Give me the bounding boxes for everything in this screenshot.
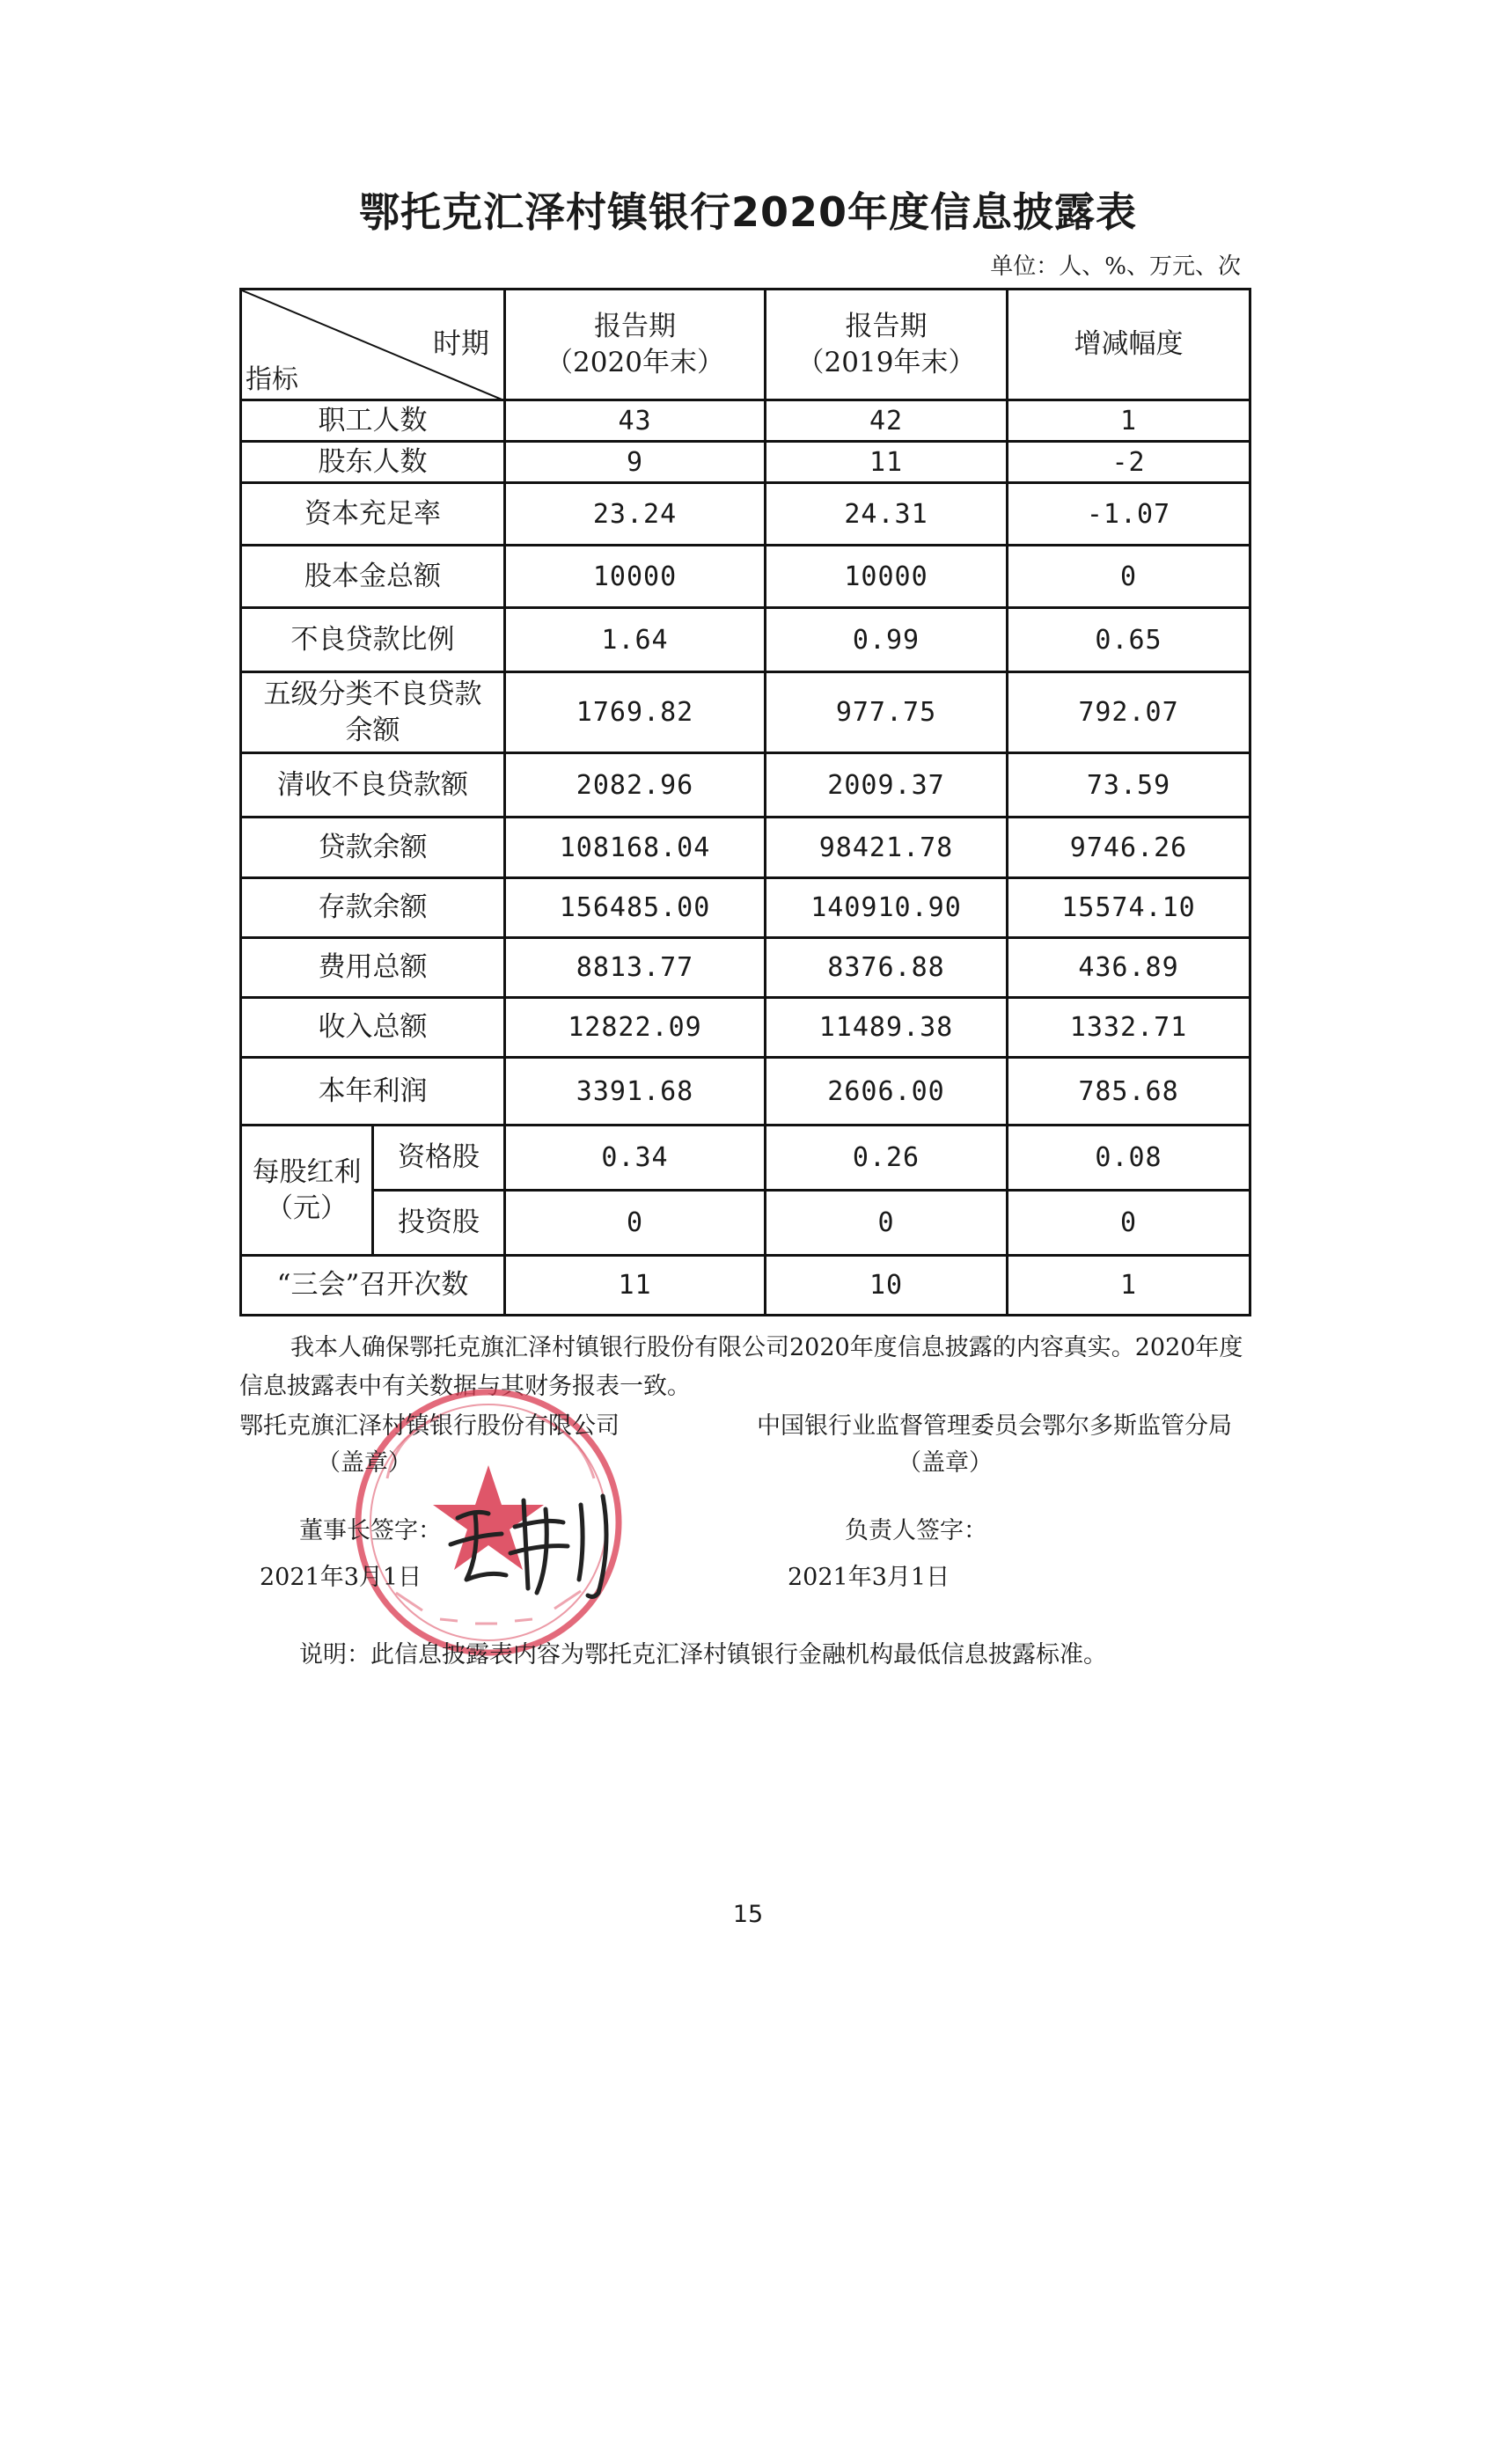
table-row-dividend-qualification: [241, 1126, 1250, 1191]
value-change: 15574.10: [1008, 878, 1250, 938]
value-change: 785.68: [1008, 1058, 1250, 1126]
corner-indicator-label: 指标: [246, 364, 298, 395]
row-label: 清收不良贷款额: [241, 753, 505, 818]
value-change: 1332.71: [1008, 998, 1250, 1058]
disclosure-table: [239, 288, 1251, 1316]
table-row-meetings: [241, 1256, 1250, 1316]
value-2020: 3391.68: [505, 1058, 766, 1126]
column-header-2019: 报告期 （2019年末）: [766, 290, 1008, 400]
column-header-change: 增减幅度: [1008, 290, 1250, 400]
row-label: “三会”召开次数: [241, 1256, 505, 1316]
responsible-sign-label: 负责人签字：: [845, 1517, 987, 1544]
value-2020: 12822.09: [505, 998, 766, 1058]
row-label: 股本金总额: [241, 546, 505, 608]
value-change: 792.07: [1008, 672, 1250, 753]
sub-row-label: 资格股: [373, 1126, 505, 1191]
value-2020: 23.24: [505, 483, 766, 546]
value-2020: 9: [505, 442, 766, 483]
value-2019: 2606.00: [766, 1058, 1008, 1126]
document-title: 鄂托克汇泽村镇银行2020年度信息披露表: [358, 188, 1138, 236]
value-2019: 11: [766, 442, 1008, 483]
explanatory-note: 说明：此信息披露表内容为鄂托克汇泽村镇银行金融机构最低信息披露标准。: [299, 1641, 1107, 1668]
value-change: 1: [1008, 1256, 1250, 1316]
value-2020: 8813.77: [505, 938, 766, 998]
value-2019: 8376.88: [766, 938, 1008, 998]
row-label: 不良贷款比例: [241, 608, 505, 672]
issuer-seal-note: （盖章）: [317, 1449, 412, 1477]
value-2019: 0.26: [766, 1126, 1008, 1191]
value-2019: 0.99: [766, 608, 1008, 672]
table-row: [241, 938, 1250, 998]
row-label: 五级分类不良贷款 余额: [241, 672, 505, 753]
value-2020: 156485.00: [505, 878, 766, 938]
table-row: [241, 400, 1250, 442]
row-label: 本年利润: [241, 1058, 505, 1126]
value-2020: 0.34: [505, 1126, 766, 1191]
value-2019: 42: [766, 400, 1008, 442]
row-label: 费用总额: [241, 938, 505, 998]
value-2020: 108168.04: [505, 818, 766, 878]
value-2020: 1769.82: [505, 672, 766, 753]
row-label: 股东人数: [241, 442, 505, 483]
value-2019: 10000: [766, 546, 1008, 608]
value-change: 0.65: [1008, 608, 1250, 672]
unit-note: 单位：人、%、万元、次: [990, 253, 1241, 280]
authenticity-statement: 我本人确保鄂托克旗汇泽村镇银行股份有限公司2020年度信息披露的内容真实。2020年度信息披露表中有关数据与其财务报表一致。: [239, 1334, 1243, 1400]
table-row-dividend-investment: [241, 1191, 1250, 1256]
value-2019: 98421.78: [766, 818, 1008, 878]
value-2019: 10: [766, 1256, 1008, 1316]
row-label: 存款余额: [241, 878, 505, 938]
sub-row-label: 投资股: [373, 1191, 505, 1256]
row-label: 收入总额: [241, 998, 505, 1058]
value-change: -1.07: [1008, 483, 1250, 546]
value-2020: 1.64: [505, 608, 766, 672]
value-change: 0: [1008, 546, 1250, 608]
row-label: 职工人数: [241, 400, 505, 442]
value-2020: 10000: [505, 546, 766, 608]
value-change: 9746.26: [1008, 818, 1250, 878]
value-change: 73.59: [1008, 753, 1250, 818]
row-label: 资本充足率: [241, 483, 505, 546]
table-row: [241, 483, 1250, 546]
regulator-name: 中国银行业监督管理委员会鄂尔多斯监管分局: [757, 1412, 1232, 1440]
chairman-signature: [440, 1483, 634, 1610]
regulator-sign-date: 2021年3月1日: [788, 1564, 950, 1591]
table-row: [241, 878, 1250, 938]
issuer-sign-date: 2021年3月1日: [260, 1564, 422, 1591]
value-2020: 43: [505, 400, 766, 442]
table-row: [241, 546, 1250, 608]
value-change: 1: [1008, 400, 1250, 442]
page-number: 15: [732, 1901, 764, 1928]
table-row: [241, 672, 1250, 753]
row-label: 贷款余额: [241, 818, 505, 878]
column-header-2020: 报告期 （2020年末）: [505, 290, 766, 400]
value-change: 436.89: [1008, 938, 1250, 998]
table-row: [241, 753, 1250, 818]
value-2020: 2082.96: [505, 753, 766, 818]
table-row: [241, 442, 1250, 483]
corner-header-cell: [241, 290, 505, 400]
table-row: [241, 998, 1250, 1058]
table-row: [241, 818, 1250, 878]
value-2019: 977.75: [766, 672, 1008, 753]
value-2019: 2009.37: [766, 753, 1008, 818]
value-2019: 11489.38: [766, 998, 1008, 1058]
chairman-sign-label: 董事长签字：: [299, 1517, 442, 1544]
value-2019: 24.31: [766, 483, 1008, 546]
value-2020: 0: [505, 1191, 766, 1256]
table-row: [241, 608, 1250, 672]
value-change: -2: [1008, 442, 1250, 483]
table-header-row: [241, 290, 1250, 400]
table-row: [241, 1058, 1250, 1126]
value-2019: 0: [766, 1191, 1008, 1256]
value-change: 0: [1008, 1191, 1250, 1256]
corner-period-label: 时期: [432, 326, 489, 360]
value-2019: 140910.90: [766, 878, 1008, 938]
value-change: 0.08: [1008, 1126, 1250, 1191]
regulator-seal-note: （盖章）: [898, 1449, 993, 1477]
value-2020: 11: [505, 1256, 766, 1316]
issuer-company-name: 鄂托克旗汇泽村镇银行股份有限公司: [239, 1412, 620, 1440]
dividend-label: 每股红利 （元）: [241, 1126, 373, 1256]
